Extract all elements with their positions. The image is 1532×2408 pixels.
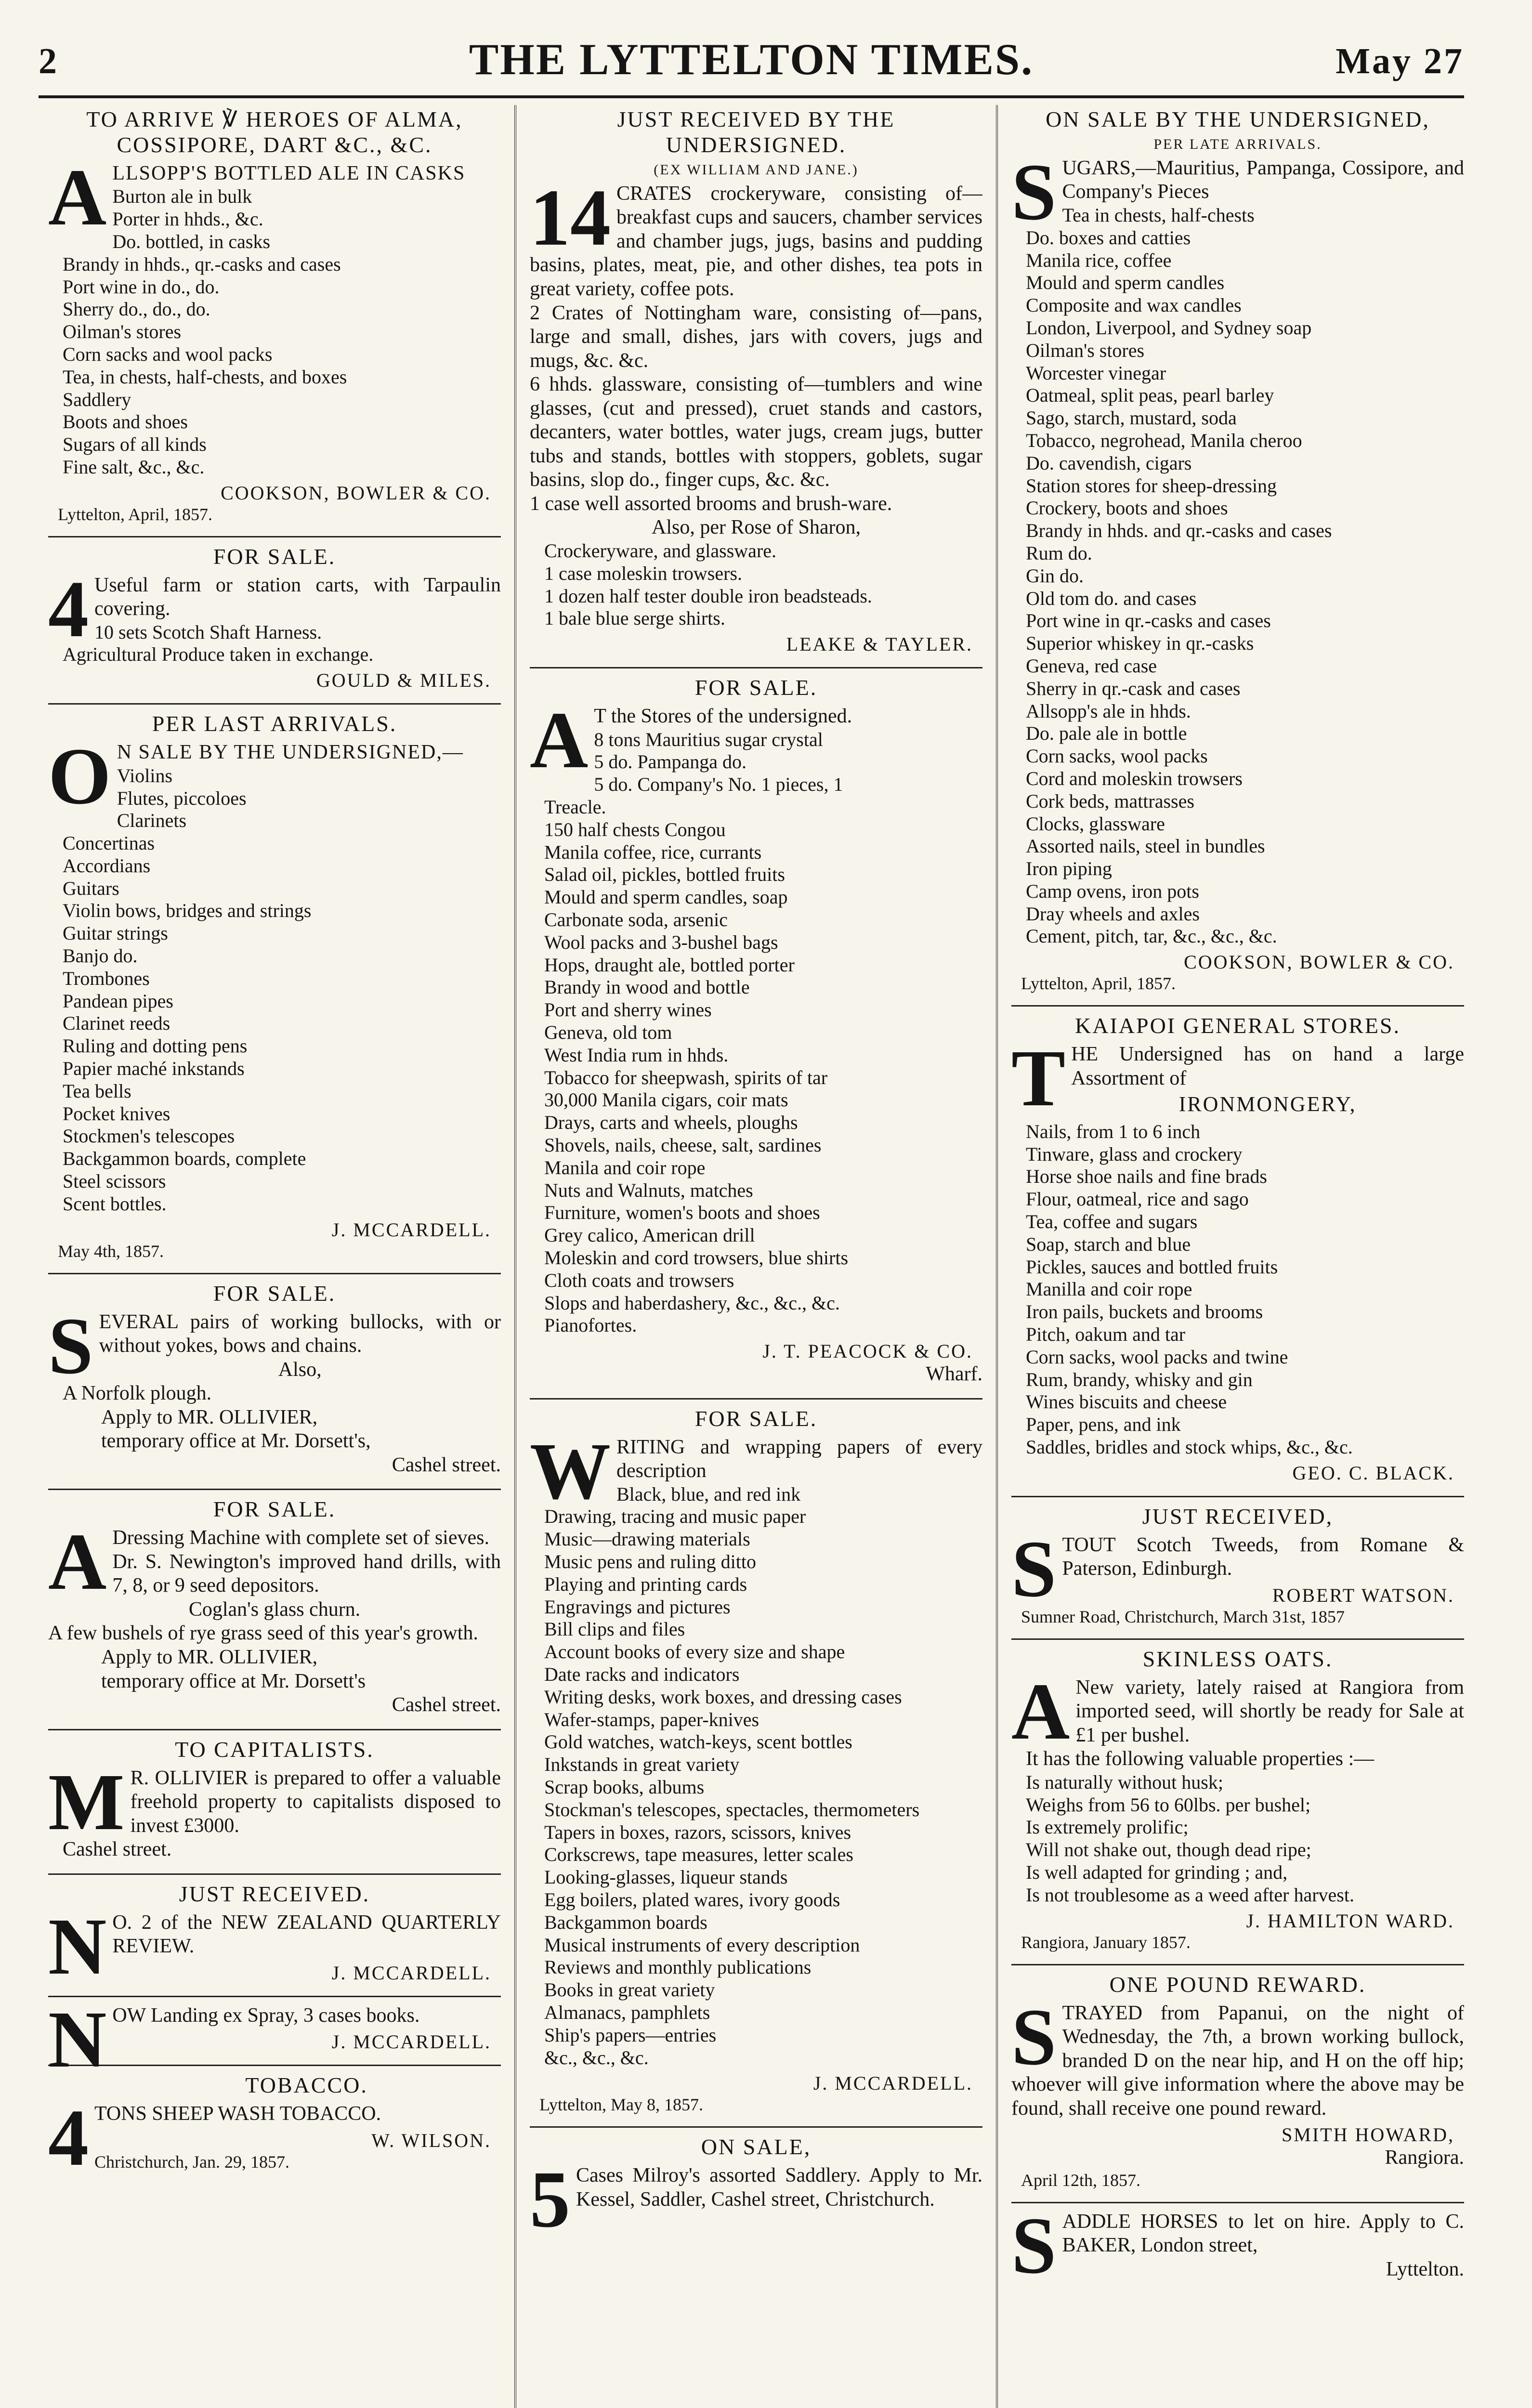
- initial-letter: S: [1011, 1992, 1057, 2082]
- list-item: Mould and sperm candles, soap: [544, 886, 788, 908]
- ad-text: Useful farm or station carts, with Tarpaulin covering.: [94, 574, 501, 620]
- list-item: Furniture, women's boots and shoes: [544, 1202, 820, 1224]
- ad-lead: N SALE BY THE UNDERSIGNED,—: [117, 741, 464, 764]
- initial-letter: N: [48, 1901, 107, 1991]
- list-item: Clocks, glassware: [1026, 812, 1165, 835]
- list-item: Stockmen's telescopes: [63, 1125, 235, 1147]
- list-item: Saddlery: [63, 388, 131, 410]
- list-item: Do. bottled, in casks: [112, 230, 271, 252]
- list-item: Geneva, red case: [1026, 654, 1157, 677]
- list-item: Brandy in hhds. and qr.-casks and cases: [1026, 520, 1332, 542]
- ad-lead: LLSOPP'S BOTTLED ALE IN CASKS: [112, 162, 466, 184]
- list-item: Writing desks, work boxes, and dressing cases: [544, 1686, 902, 1708]
- list-item: London, Liverpool, and Sydney soap: [1026, 316, 1312, 339]
- list-item: Wines biscuits and cheese: [1026, 1391, 1227, 1413]
- list-item: Porter in hhds., &c.: [112, 208, 263, 230]
- list-item: Clarinet reeds: [63, 1012, 170, 1034]
- list-item: Do. pale ale in bottle: [1026, 722, 1187, 745]
- list-item: West India rum in hhds.: [544, 1044, 729, 1066]
- ad-text: O. 2 of the NEW ZEALAND QUARTERLY REVIEW.: [112, 1911, 501, 1958]
- list-item: 1 case moleskin trowsers.: [544, 562, 743, 584]
- ad-heading: FOR SALE.: [694, 675, 818, 700]
- masthead: [39, 34, 1464, 92]
- list-item: Mould and sperm candles: [1026, 272, 1225, 294]
- list-item: Corn sacks and wool packs: [63, 343, 273, 365]
- ad-date: Christchurch, Jan. 29, 1857.: [94, 2152, 289, 2172]
- list-item: 30,000 Manila cigars, coir mats: [544, 1089, 788, 1111]
- ad-papers: [530, 1406, 982, 2115]
- ad-lead: UGARS,—Mauritius, Pampanga, Cossipore, and Company's Pieces: [1062, 157, 1464, 203]
- list-item: Cement, pitch, tar, &c., &c., &c.: [1026, 925, 1277, 947]
- list-item: Crockeryware, and glassware.: [544, 539, 777, 562]
- list-item: Rum, brandy, whisky and gin: [1026, 1368, 1253, 1390]
- list-item: Carbonate soda, arsenic: [544, 908, 728, 930]
- initial-letter: S: [1011, 2200, 1057, 2290]
- list-item: Manilla and coir rope: [1026, 1278, 1192, 1300]
- ad-line: Cashel street.: [392, 1453, 501, 1476]
- list-item: Boots and shoes: [63, 411, 188, 433]
- page-number: 2: [39, 41, 57, 81]
- ad-heading: FOR SALE.: [213, 544, 336, 569]
- list-item: Do. boxes and catties: [1026, 226, 1191, 249]
- list-item: Soap, starch and blue: [1026, 1233, 1191, 1255]
- list-item: Flutes, piccoloes: [117, 787, 247, 809]
- ad-line: Also, per Rose of Sharon,: [652, 516, 861, 539]
- list-item: Nails, from 1 to 6 inch: [1026, 1120, 1201, 1142]
- list-item: Sherry in qr.-cask and cases: [1026, 677, 1241, 699]
- ad-horses: [1011, 2200, 1464, 2290]
- ad-text: Dressing Machine with complete set of sieves.: [112, 1527, 489, 1549]
- list-item: Pickles, sauces and bottled fruits: [1026, 1256, 1278, 1278]
- ad-divider: [48, 2065, 501, 2066]
- list-item: Clarinets: [117, 810, 187, 832]
- list-item: Accordians: [63, 854, 151, 877]
- list-item: Trombones: [63, 967, 150, 989]
- ad-text: TONS SHEEP WASH TOBACCO.: [94, 2103, 381, 2125]
- list-item: Station stores for sheep-dressing: [1026, 474, 1277, 497]
- list-item: Account books of every size and shape: [544, 1641, 845, 1663]
- ad-line: temporary office at Mr. Dorsett's,: [101, 1430, 371, 1453]
- ad-text: OW Landing ex Spray, 3 cases books.: [112, 2004, 420, 2027]
- list-item: Pianofortes.: [544, 1314, 637, 1336]
- ad-signature: W. WILSON.: [371, 2129, 491, 2151]
- ad-text: HE Undersigned has on hand a large Assortment of: [1071, 1043, 1464, 1089]
- list-item: Tea, coffee and sugars: [1026, 1211, 1198, 1233]
- newspaper-title: THE LYTTELTON TIMES.: [469, 35, 1034, 84]
- list-item: Concertinas: [63, 832, 155, 854]
- list-item: Almanacs, pamphlets: [544, 2001, 710, 2023]
- ad-divider: [48, 1489, 501, 1490]
- list-item: Old tom do. and cases: [1026, 587, 1197, 609]
- list-item: Burton ale in bulk: [112, 185, 252, 208]
- list-item: Wafer-stamps, paper-knives: [544, 1708, 759, 1730]
- columns: [48, 105, 1464, 2408]
- ad-text: EVERAL pairs of working bullocks, with or without yokes, bows and chains.: [99, 1310, 501, 1357]
- list-item: Slops and haberdashery, &c., &c., &c.: [544, 1292, 840, 1314]
- item-list: [1011, 204, 1464, 948]
- initial-letter: 5: [530, 2155, 570, 2245]
- ad-line: Coglan's glass churn.: [188, 1598, 361, 1621]
- ad-line: It has the following valuable properties :—: [1026, 1748, 1375, 1770]
- list-item: 5 do. Pampanga do.: [594, 751, 746, 773]
- item-list: [530, 729, 982, 1337]
- list-item: Tobacco, negrohead, Manila cheroo: [1026, 429, 1302, 451]
- list-item: Corkscrews, tape measures, letter scales: [544, 1844, 853, 1866]
- list-item: Agricultural Produce taken in exchange.: [63, 643, 374, 666]
- ad-subheading: IRONMONGERY,: [1178, 1092, 1357, 1116]
- initial-letter: A: [48, 152, 107, 242]
- list-item: Port and sherry wines: [544, 999, 712, 1021]
- ad-subheading: PER LATE ARRIVALS.: [1153, 136, 1322, 152]
- list-item: 10 sets Scotch Shaft Harness.: [94, 621, 322, 643]
- column-1: [48, 105, 501, 2408]
- item-list: [48, 621, 501, 667]
- ad-divider: [530, 1398, 982, 1400]
- list-item: Oatmeal, split peas, pearl barley: [1026, 384, 1274, 406]
- ad-line: 6 hhds. glassware, consisting of—tumblers and wine glasses, (cut and pressed), cruet stands and castors, decanters, water bottles, water jugs, cream jugs, butter tubs and stands, bottles with stoppers, goblets, sugar basins, slop do., finger cups, &c. &c.: [530, 373, 982, 491]
- list-item: Sherry do., do., do.: [63, 298, 210, 320]
- ad-subheading: (EX WILLIAM AND JANE.): [654, 161, 859, 178]
- ad-text: TRAYED from Papanui, on the night of Wednesday, the 7th, a brown working bullock, branded D on the near hip, and H on the off hip; whoever will give information where the above may be found, shall receive one pound reward.: [1011, 2002, 1464, 2120]
- list-item: Gin do.: [1026, 564, 1084, 587]
- list-item: Guitars: [63, 877, 119, 899]
- ad-heading: JUST RECEIVED,: [1142, 1504, 1334, 1529]
- list-item: Crockery, boots and shoes: [1026, 497, 1228, 519]
- ad-heading: TO CAPITALISTS.: [175, 1737, 374, 1762]
- ad-line: Rangiora.: [1385, 2146, 1464, 2169]
- list-item: Manila and coir rope: [544, 1156, 706, 1178]
- list-item: Superior whiskey in qr.-casks: [1026, 632, 1254, 654]
- ad-divider: [1011, 1496, 1464, 1497]
- list-item: Saddles, bridles and stock whips, &c., &c.: [1026, 1436, 1353, 1458]
- ad-divider: [48, 1729, 501, 1730]
- list-item: Port wine in qr.-casks and cases: [1026, 610, 1271, 632]
- ad-line: Also,: [278, 1358, 322, 1381]
- ad-signature: GEO. C. BLACK.: [1292, 1462, 1454, 1484]
- ad-date: Lyttelton, April, 1857.: [58, 504, 212, 524]
- list-item: Playing and printing cards: [544, 1573, 747, 1595]
- list-item: Bill clips and files: [544, 1618, 685, 1640]
- ad-signature: SMITH HOWARD,: [1282, 2124, 1454, 2146]
- ad-oats: [1011, 1647, 1464, 1952]
- list-item: Is well adapted for grinding ; and,: [1026, 1861, 1288, 1884]
- list-item: Sago, starch, mustard, soda: [1026, 407, 1237, 429]
- list-item: Sugars of all kinds: [63, 433, 207, 456]
- item-list: [48, 765, 501, 1216]
- list-item: Reviews and monthly publications: [544, 1956, 812, 1978]
- list-item: 1 dozen half tester double iron beadsteads.: [544, 585, 872, 607]
- ad-date: Lyttelton, May 8, 1857.: [539, 2095, 703, 2115]
- list-item: Tapers in boxes, razors, scissors, knives: [544, 1821, 851, 1843]
- list-item: Composite and wax candles: [1026, 294, 1242, 316]
- list-item: Violin bows, bridges and strings: [63, 900, 312, 922]
- ad-text: Cases Milroy's assorted Saddlery. Apply to Mr. Kessel, Saddler, Cashel street, Christchurch.: [576, 2164, 982, 2211]
- ad-date: Lyttelton, April, 1857.: [1021, 974, 1176, 994]
- list-item: Moleskin and cord trowsers, blue shirts: [544, 1246, 849, 1269]
- ad-signature: COOKSON, BOWLER & CO.: [1184, 951, 1454, 973]
- list-item: Corn sacks, wool packs: [1026, 745, 1208, 767]
- ad-divider: [1011, 1005, 1464, 1007]
- list-item: Is naturally without husk;: [1026, 1771, 1223, 1793]
- list-item: Shovels, nails, cheese, salt, sardines: [544, 1134, 822, 1156]
- list-item: Pandean pipes: [63, 990, 173, 1012]
- ad-line: Wharf.: [926, 1363, 982, 1386]
- list-item: Scent bottles.: [63, 1192, 167, 1215]
- ad-sugars: [1011, 107, 1464, 994]
- ad-signature: LEAKE & TAYLER.: [786, 633, 973, 655]
- list-item: Assorted nails, steel in bundles: [1026, 835, 1265, 857]
- list-item: Cloth coats and trowsers: [544, 1269, 734, 1291]
- ad-line: Lyttelton.: [1386, 2258, 1464, 2280]
- ad-signature: GOULD & MILES.: [316, 669, 491, 692]
- list-item: Nuts and Walnuts, matches: [544, 1179, 753, 1201]
- list-item: Iron pails, buckets and brooms: [1026, 1301, 1263, 1323]
- ad-heading: FOR SALE.: [213, 1497, 336, 1522]
- ad-heading: TO ARRIVE ℣ HEROES OF ALMA, COSSIPORE, DART &C., &C.: [86, 107, 463, 157]
- initial-letter: W: [530, 1426, 611, 1516]
- list-item: Fine salt, &c., &c.: [63, 456, 205, 478]
- initial-letter: S: [1011, 147, 1057, 237]
- ad-divider: [48, 703, 501, 705]
- ad-line: temporary office at Mr. Dorsett's: [101, 1670, 366, 1692]
- ad-machine: [48, 1497, 501, 1717]
- ad-line: A Norfolk plough.: [63, 1382, 212, 1405]
- ad-signature: ROBERT WATSON.: [1272, 1584, 1454, 1606]
- item-list: [1011, 1121, 1464, 1459]
- ad-date: April 12th, 1857.: [1021, 2170, 1140, 2190]
- issue-date: May 27: [1336, 41, 1464, 81]
- ad-heading: JUST RECEIVED.: [179, 1881, 370, 1906]
- list-item: 8 tons Mauritius sugar crystal: [594, 728, 823, 750]
- list-item: Allsopp's ale in hhds.: [1026, 700, 1191, 722]
- initial-letter: T: [1011, 1034, 1066, 1124]
- ad-signature: J. MCCARDELL.: [813, 2072, 973, 2094]
- list-item: Port wine in do., do.: [63, 275, 220, 298]
- list-item: Cork beds, mattrasses: [1026, 790, 1194, 812]
- list-item: Backgammon boards, complete: [63, 1148, 306, 1170]
- column-3: [1011, 105, 1464, 2408]
- list-item: Black, blue, and red ink: [616, 1483, 801, 1505]
- list-item: Drawing, tracing and music paper: [544, 1505, 806, 1528]
- ad-divider: [1011, 2202, 1464, 2203]
- list-item: &c., &c., &c.: [544, 2046, 649, 2068]
- list-item: Inkstands in great variety: [544, 1754, 740, 1776]
- list-item: Ruling and dotting pens: [63, 1035, 248, 1057]
- list-item: Corn sacks, wool packs and twine: [1026, 1346, 1288, 1368]
- column-2: [530, 105, 982, 2408]
- ad-divider: [530, 667, 982, 668]
- list-item: Violins: [117, 764, 173, 786]
- ad-line: Dr. S. Newington's improved hand drills, with 7, 8, or 9 seed depositors.: [112, 1550, 501, 1597]
- list-item: Tinware, glass and crockery: [1026, 1143, 1243, 1165]
- initial-letter: A: [1011, 1666, 1070, 1756]
- ad-line: 1 case well assorted brooms and brush-ware.: [530, 492, 892, 515]
- initial-letter: S: [48, 1301, 93, 1391]
- list-item: Brandy in hhds., qr.-casks and cases: [63, 253, 341, 275]
- list-item: Grey calico, American drill: [544, 1224, 755, 1246]
- ad-text: T the Stores of the undersigned.: [594, 705, 852, 728]
- ad-capitalists: [48, 1737, 501, 1862]
- ad-line: 2 Crates of Nottingham ware, consisting of—pans, large and small, dishes, jars with covers, jugs and mugs, &c. &c.: [530, 301, 982, 372]
- list-item: Date racks and indicators: [544, 1663, 740, 1686]
- ad-signature: COOKSON, BOWLER & CO.: [221, 482, 491, 504]
- masthead-rule: [39, 95, 1464, 98]
- ad-signature: J. HAMILTON WARD.: [1246, 1910, 1454, 1932]
- ad-date: Sumner Road, Christchurch, March 31st, 1857: [1021, 1607, 1345, 1626]
- list-item: Is extremely prolific;: [1026, 1816, 1189, 1838]
- initial-letter: A: [48, 1517, 107, 1607]
- ad-heading: FOR SALE.: [213, 1281, 336, 1306]
- list-item: Musical instruments of every description: [544, 1934, 860, 1956]
- list-item: Weighs from 56 to 60lbs. per bushel;: [1026, 1793, 1311, 1816]
- list-item: Do. cavendish, cigars: [1026, 452, 1192, 474]
- ad-heading: FOR SALE.: [694, 1406, 818, 1431]
- list-item: Is not troublesome as a weed after harvest.: [1026, 1884, 1354, 1906]
- list-item: Worcester vinegar: [1026, 362, 1166, 384]
- ad-music: [48, 711, 501, 1261]
- ad-heading: SKINLESS OATS.: [1142, 1646, 1333, 1671]
- list-item: Ship's papers—entries: [544, 2024, 717, 2046]
- list-item: Iron piping: [1026, 858, 1112, 880]
- ad-heading: TOBACCO.: [245, 2073, 368, 2098]
- ad-line: Apply to MR. OLLIVIER,: [101, 1406, 318, 1428]
- list-item: Geneva, old tom: [544, 1021, 672, 1043]
- list-item: Dray wheels and axles: [1026, 903, 1200, 925]
- list-item: Pitch, oakum and tar: [1026, 1323, 1186, 1346]
- list-item: Tobacco for sheepwash, spirits of tar: [544, 1066, 828, 1088]
- ad-books: [48, 1994, 501, 2084]
- ad-heading: KAIAPOI GENERAL STORES.: [1075, 1013, 1401, 1038]
- ad-crockery: [530, 107, 982, 655]
- initial-letter: S: [1011, 1524, 1057, 1614]
- ad-line: Apply to MR. OLLIVIER,: [101, 1646, 318, 1668]
- ad-signature: J. MCCARDELL.: [331, 1962, 491, 1984]
- ad-divider: [48, 1873, 501, 1875]
- ad-line: Cashel street.: [392, 1694, 501, 1716]
- list-item: Treacle.: [544, 796, 606, 818]
- item-list: [530, 1483, 982, 2069]
- ad-review: [48, 1881, 501, 1991]
- list-item: Wool packs and 3-bushel bags: [544, 931, 778, 953]
- initial-letter: 14: [530, 172, 611, 262]
- list-item: Papier maché inkstands: [63, 1058, 245, 1080]
- list-item: Horse shoe nails and fine brads: [1026, 1165, 1267, 1188]
- list-item: Camp ovens, iron pots: [1026, 880, 1199, 902]
- ad-text: TOUT Scotch Tweeds, from Romane & Paterson, Edinburgh.: [1062, 1533, 1464, 1580]
- ad-reward: [1011, 1972, 1464, 2190]
- ad-tweeds: [1011, 1504, 1464, 1627]
- ad-text: ADDLE HORSES to let on hire. Apply to C. BAKER, London street,: [1062, 2210, 1464, 2257]
- list-item: Drays, carts and wheels, ploughs: [544, 1112, 798, 1134]
- list-item: Cord and moleskin trowsers: [1026, 767, 1243, 789]
- list-item: Looking-glasses, liqueur stands: [544, 1866, 788, 1888]
- list-item: Music pens and ruling ditto: [544, 1551, 756, 1573]
- ad-line: Cashel street.: [63, 1838, 172, 1861]
- ad-text: CRATES crockeryware, consisting of—breakfast cups and saucers, chamber services and chamber jugs, jugs, basins and pudding basins, plates, meat, pie, and other dishes, tea pots in great variety, coffee pots.: [530, 182, 982, 300]
- list-item: Steel scissors: [63, 1170, 166, 1192]
- ad-heading: ON SALE BY THE UNDERSIGNED,: [1046, 107, 1430, 131]
- ad-stores: [530, 675, 982, 1387]
- list-item: Flour, oatmeal, rice and sago: [1026, 1188, 1249, 1210]
- list-item: Engravings and pictures: [544, 1596, 731, 1618]
- ad-tobacco: [48, 2073, 501, 2183]
- item-list: [1011, 1771, 1464, 1907]
- ad-text: New variety, lately raised at Rangiora from imported seed, will shortly be ready for Sale at £1 per bushel.: [1075, 1676, 1464, 1746]
- list-item: Tea, in chests, half-chests, and boxes: [63, 366, 347, 388]
- ad-text: RITING and wrapping papers of every description: [616, 1436, 982, 1482]
- list-item: 1 bale blue serge shirts.: [544, 607, 725, 629]
- list-item: Gold watches, watch-keys, scent bottles: [544, 1731, 852, 1753]
- ad-divider: [1011, 1638, 1464, 1640]
- ad-date: Rangiora, January 1857.: [1021, 1932, 1191, 1952]
- list-item: 150 half chests Congou: [544, 818, 726, 840]
- initial-letter: A: [530, 695, 589, 785]
- list-item: Backgammon boards: [544, 1911, 707, 1933]
- ad-heading: PER LAST ARRIVALS.: [152, 711, 397, 736]
- ad-divider: [530, 2126, 982, 2128]
- initial-letter: 4: [48, 2093, 89, 2183]
- list-item: Will not shake out, though dead ripe;: [1026, 1839, 1311, 1861]
- ad-signature: J. T. PEACOCK & CO.: [762, 1340, 973, 1362]
- list-item: Tea bells: [63, 1080, 131, 1102]
- initial-letter: 4: [48, 564, 89, 654]
- list-item: Egg boilers, plated wares, ivory goods: [544, 1889, 840, 1911]
- ad-saddlery: [530, 2134, 982, 2245]
- ad-text: R. OLLIVIER is prepared to offer a valuable freehold property to capitalists disposed to invest £3000.: [130, 1767, 501, 1837]
- initial-letter: O: [48, 732, 111, 822]
- list-item: Rum do.: [1026, 542, 1092, 564]
- list-item: Scrap books, albums: [544, 1776, 705, 1798]
- ad-carts: [48, 544, 501, 692]
- list-item: Books in great variety: [544, 1979, 715, 2001]
- ad-divider: [48, 1273, 501, 1274]
- item-list: [530, 540, 982, 630]
- item-list: [48, 185, 501, 478]
- ad-heading: JUST RECEIVED BY THE UNDERSIGNED.: [617, 107, 895, 157]
- ad-bullocks: [48, 1281, 501, 1478]
- ad-divider: [1011, 1964, 1464, 1965]
- list-item: Banjo do.: [63, 945, 138, 967]
- ad-signature: J. MCCARDELL.: [331, 1218, 491, 1241]
- list-item: Music—drawing materials: [544, 1528, 750, 1550]
- list-item: Pocket knives: [63, 1102, 170, 1125]
- initial-letter: M: [48, 1757, 125, 1847]
- list-item: Brandy in wood and bottle: [544, 976, 750, 998]
- list-item: Oilman's stores: [63, 321, 182, 343]
- list-item: Salad oil, pickles, bottled fruits: [544, 864, 785, 886]
- list-item: Manila rice, coffee: [1026, 249, 1172, 271]
- list-item: Stockman's telescopes, spectacles, thermometers: [544, 1798, 920, 1820]
- list-item: Hops, draught ale, bottled porter: [544, 954, 795, 976]
- ad-kaiapoi: [1011, 1013, 1464, 1484]
- ad-date: May 4th, 1857.: [58, 1241, 164, 1261]
- ad-heading: ON SALE,: [701, 2134, 812, 2159]
- list-item: Paper, pens, and ink: [1026, 1413, 1181, 1436]
- ad-line: A few bushels of rye grass seed of this year's growth.: [48, 1622, 478, 1645]
- list-item: 5 do. Company's No. 1 pieces, 1: [594, 773, 843, 796]
- ad-allsopp: [48, 107, 501, 524]
- ad-heading: ONE POUND REWARD.: [1109, 1972, 1366, 1997]
- initial-letter: N: [48, 1994, 107, 2084]
- list-item: Tea in chests, half-chests: [1062, 204, 1255, 226]
- ad-divider: [48, 1996, 501, 1997]
- list-item: Guitar strings: [63, 922, 168, 944]
- list-item: Manila coffee, rice, currants: [544, 841, 762, 863]
- ad-signature: J. MCCARDELL.: [331, 2031, 491, 2053]
- ad-divider: [48, 536, 501, 537]
- list-item: Oilman's stores: [1026, 339, 1145, 361]
